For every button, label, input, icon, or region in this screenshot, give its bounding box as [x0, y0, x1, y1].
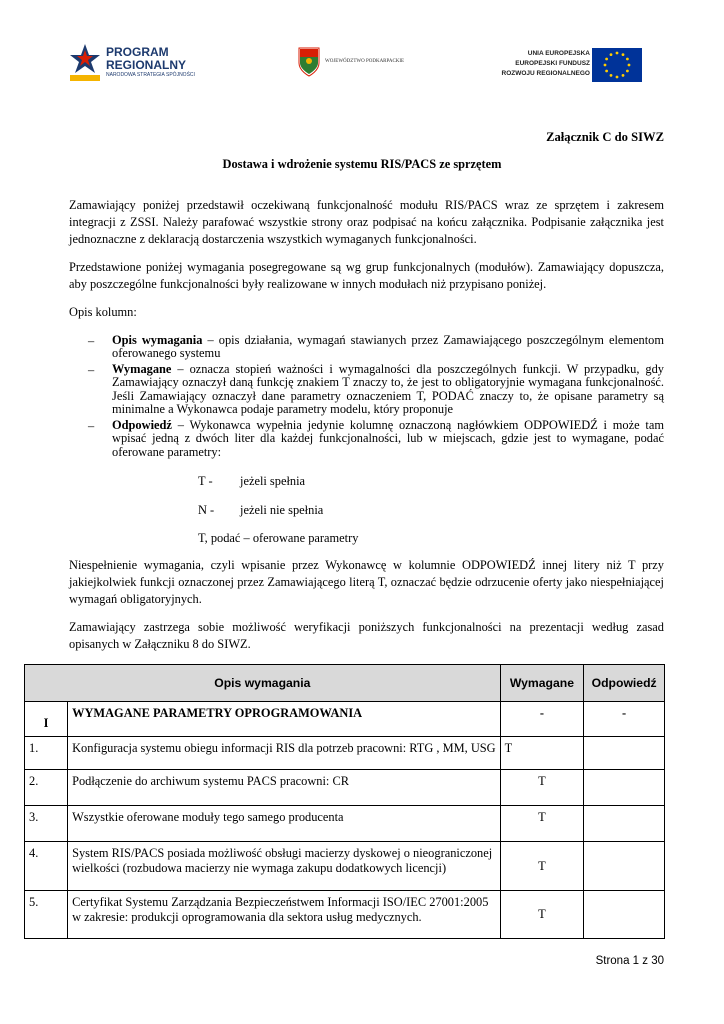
row-answer[interactable] — [584, 842, 665, 891]
bullet-dash: – — [88, 363, 95, 377]
table-header-row — [25, 665, 665, 702]
wojewodztwo-logo — [298, 47, 428, 79]
program-regionalny-logo — [68, 42, 218, 84]
program-line1: PROGRAM — [106, 45, 169, 59]
bullet-text: – opis działania, wymagań stawianych przez Zamawiającego poszczególnym elementom oferowanego systemu — [112, 333, 664, 361]
row-answer[interactable] — [584, 737, 665, 770]
table-row — [25, 737, 665, 770]
program-line2: REGIONALNY — [106, 58, 187, 72]
row-answer[interactable] — [584, 806, 665, 842]
row-required: T — [500, 842, 584, 891]
row-num: 3. — [25, 806, 68, 842]
row-required: T — [500, 806, 584, 842]
columns-intro: Opis kolumn: — [69, 305, 137, 319]
row-num: 4. — [25, 842, 68, 891]
section-answer: - — [584, 702, 665, 737]
doc-title: Dostawa i wdrożenie systemu RIS/PACS ze sprzętem — [222, 157, 502, 171]
bullet-term: Opis wymagania — [112, 333, 203, 347]
bullet-wymagane — [112, 363, 664, 417]
row-required: T — [500, 770, 584, 806]
program-line3: NARODOWA STRATEGIA SPÓJNOŚCI — [106, 72, 195, 78]
intro-paragraph: Zamawiający poniżej przedstawił oczekiwaną funkcjonalność modułu RIS/PACS wraz ze sprzętem i zakresem integracji z ZSSI. Należy parafować wszystkie strony oraz podpisać na końcu załącznika. Podpisanie załącznika jest jednoznaczne z deklaracją dostarczenia wszystkich wymaganych funkcjonalności. — [69, 198, 664, 246]
program-star-icon — [68, 42, 102, 84]
eu-flag-icon — [592, 48, 642, 82]
legend-code-n: N - — [198, 503, 215, 517]
row-num: 5. — [25, 891, 68, 939]
legend-desc-n: jeżeli nie spełnia — [240, 503, 324, 517]
bullet-opis — [112, 334, 664, 361]
header-desc: Opis wymagania — [25, 665, 501, 702]
bullet-dash: – — [88, 334, 95, 348]
eu-line1: UNIA EUROPEJSKA — [527, 50, 590, 57]
header-required: Wymagane — [500, 665, 584, 702]
annex-label: Załącznik C do SIWZ — [546, 130, 664, 144]
table-section-row — [25, 702, 665, 737]
header-answer: Odpowiedź — [584, 665, 665, 702]
page-number: Strona 1 z 30 — [595, 955, 664, 967]
table-row — [25, 770, 665, 806]
section-title: WYMAGANE PARAMETRY OPROGRAMOWANIA — [68, 702, 501, 737]
row-num: 1. — [25, 737, 68, 770]
row-desc: Podłączenie do archiwum systemu PACS pracowni: CR — [68, 770, 501, 806]
eu-logo — [498, 48, 644, 82]
bullet-dash: – — [88, 419, 95, 433]
row-answer[interactable] — [584, 770, 665, 806]
eu-line2: EUROPEJSKI FUNDUSZ — [515, 60, 590, 67]
section-required: - — [500, 702, 584, 737]
legend-desc-t: jeżeli spełnia — [240, 474, 306, 488]
table-row — [25, 891, 665, 939]
bullet-term: Wymagane — [112, 362, 172, 376]
modules-paragraph: Przedstawione poniżej wymagania posegregowane są wg grup funkcjonalnych (modułów). Zamawiający dopuszcza, aby poszczególne funkcjonalności były realizowane w innych modułach niż przypisano poniżej. — [69, 260, 664, 291]
row-desc: Wszystkie oferowane moduły tego samego producenta — [68, 806, 501, 842]
legend-code-t: T - — [198, 474, 213, 488]
requirements-table — [24, 664, 665, 939]
table-row — [25, 842, 665, 891]
row-desc: Certyfikat Systemu Zarządzania Bezpieczeństwem Informacji ISO/IEC 27001:2005 w zakresie: produkcji oprogramowania dla sektora usług medycznych. — [68, 891, 501, 939]
legend-podac: T, podać – oferowane parametry — [198, 531, 359, 545]
row-required: T — [500, 737, 584, 770]
bullet-odpowiedz — [112, 419, 664, 459]
verification-paragraph: Zamawiający zastrzega sobie możliwość weryfikacji poniższych funkcjonalności na prezentacji według zasad opisanych w Załączniku 8 do SIWZ. — [69, 620, 664, 651]
rejection-paragraph: Niespełnienie wymagania, czyli wpisanie przez Wykonawcę w kolumnie ODPOWIEDŹ innej litery niż T przy jakiejkolwiek funkcji oznaczonej przez Zamawiającego literą T, oznaczać będzie odrzucenie oferty jako niespełniającej wymagań obligatoryjnych. — [69, 558, 664, 606]
row-required: T — [500, 891, 584, 939]
row-desc: Konfiguracja systemu obiegu informacji RIS dla potrzeb pracowni: RTG , MM, USG — [68, 737, 501, 770]
row-answer[interactable] — [584, 891, 665, 939]
row-desc: System RIS/PACS posiada możliwość obsługi macierzy dyskowej o nieograniczonej wielkości (rozbudowa macierzy nie wymaga zakupu dodatkowych licencji) — [68, 842, 501, 891]
bullet-text: – oznacza stopień ważności i wymagalności dla poszczególnych funkcji. W przypadku, gdy Zamawiający oznaczył daną funkcję znakiem T znaczy to, że jest to obligatoryjnie wymagana funkcjonalność. Jeśli Zamawiający oznaczył dane parametry oznaczeniem T, PODAĆ znaczy to, że opisane parametry są minimalne a Wykonawca podaje parametry modelu, który proponuje — [112, 362, 664, 417]
eu-line3: ROZWOJU REGIONALNEGO — [501, 70, 590, 77]
table-row — [25, 806, 665, 842]
section-num: I — [25, 702, 68, 737]
wojewodztwo-text: WOJEWÓDZTWO PODKARPACKIE — [325, 59, 405, 64]
bullet-term: Odpowiedź — [112, 418, 172, 432]
bullet-text: – Wykonawca wypełnia jedynie kolumnę oznaczoną nagłówkiem ODPOWIEDŹ i może tam wpisać jedną z dwóch liter dla każdej funkcjonalności, lub w miejscach, gdzie jest to wymagane, podać oferowane parametry: — [112, 418, 664, 459]
coat-of-arms-icon — [298, 47, 320, 77]
row-num: 2. — [25, 770, 68, 806]
